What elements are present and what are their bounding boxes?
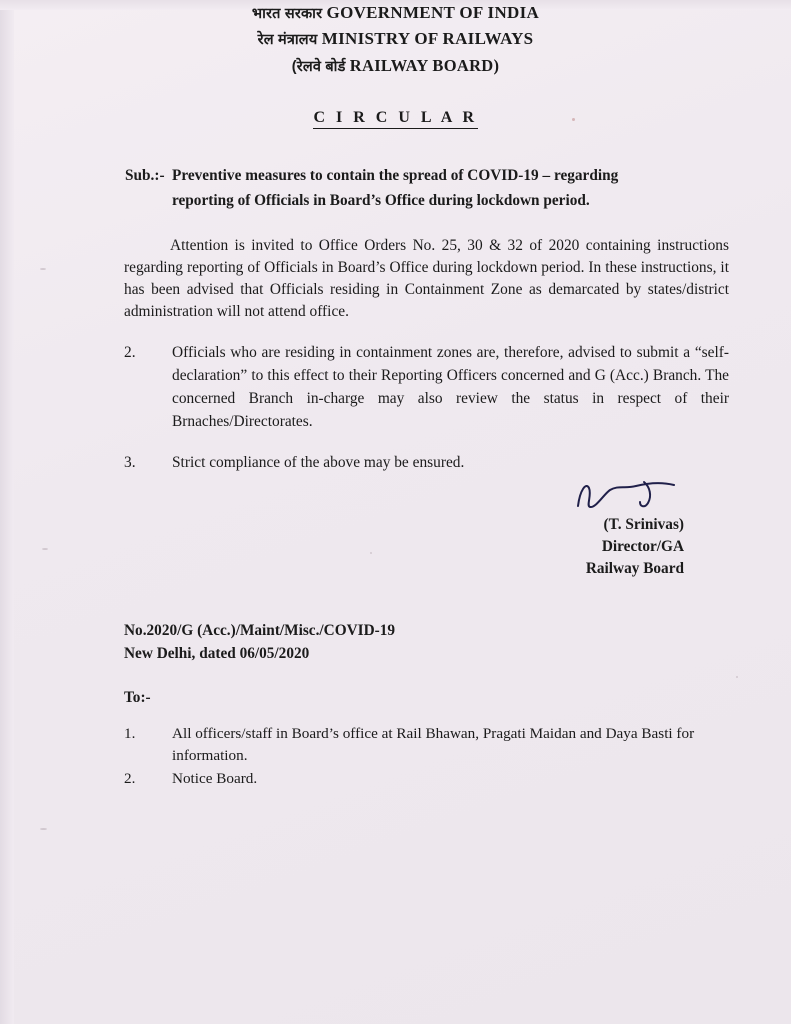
letterhead-hindi-ministry: रेल मंत्रालय [257, 32, 318, 49]
letterhead-english-government: GOVERNMENT OF INDIA [326, 3, 540, 22]
paragraph-1: Attention is invited to Office Orders No. 25, 30 & 32 of 2020 containing instructions regarding reporting of Officials in Board’s Office during lockdown period. In these instructions, it has been advised that Officials residing in Containment Zone as demarcated by states/district administration will not attend office. [124, 237, 729, 320]
paragraph-3 [0, 451, 791, 474]
reference-number: No.2020/G (Acc.)/Maint/Misc./COVID-19 [124, 621, 396, 639]
letterhead-hindi-board: (रेलवे बोर्ड [291, 58, 346, 75]
letterhead [0, 0, 791, 79]
subject-block [0, 165, 791, 213]
reference-place-date: New Delhi, dated 06/05/2020 [124, 644, 310, 662]
paragraph-3-number: 3. [124, 454, 136, 472]
letterhead-line-government [0, 0, 791, 26]
reference-block [0, 620, 791, 666]
list-item-number: 1. [124, 725, 136, 743]
subject-line-2: reporting of Officials in Board’s Office during lockdown period. [172, 192, 590, 210]
handwritten-signature-icon [0, 482, 729, 516]
signatory-name: (T. Srinivas) [603, 516, 684, 534]
paragraph-2 [0, 341, 791, 433]
list-item-text: Notice Board. [172, 769, 258, 787]
list-item-text: All officers/staff in Board’s office at Rail Bhawan, Pragati Maidan and Daya Basti for information. [172, 725, 695, 765]
letterhead-line-board [0, 53, 791, 80]
distribution-list [0, 723, 791, 789]
paragraph-3-text: Strict compliance of the above may be ensured. [172, 454, 465, 472]
signature-block [0, 482, 791, 579]
letterhead-english-board: RAILWAY BOARD) [349, 55, 500, 75]
subject-line-1: Preventive measures to contain the spread of COVID-19 – regarding [172, 167, 619, 185]
list-item [124, 723, 721, 766]
signatory-organisation: Railway Board [585, 559, 684, 577]
list-item-number: 2. [124, 769, 136, 787]
scan-speckle [40, 828, 47, 830]
distribution-label: To:- [124, 689, 151, 707]
document-title [0, 109, 791, 127]
document-title-text: C I R C U L A R [313, 109, 477, 129]
paragraph-2-number: 2. [124, 343, 136, 361]
letterhead-english-ministry: MINISTRY OF RAILWAYS [321, 29, 534, 49]
signatory-designation: Director/GA [601, 538, 684, 556]
letterhead-hindi-government: भारत सरकार [251, 6, 323, 22]
paragraph-2-text: Officials who are residing in containment zones are, therefore, advised to submit a “self-declaration” to this effect to their Reporting Officers concerned and G (Acc.) Branch. The concerned Branch in-charge may also review the status in respect of their Brnaches/Directorates. [172, 343, 729, 431]
subject-label: Sub.:- [125, 167, 165, 185]
list-item [124, 768, 721, 790]
letterhead-line-ministry [0, 26, 791, 52]
